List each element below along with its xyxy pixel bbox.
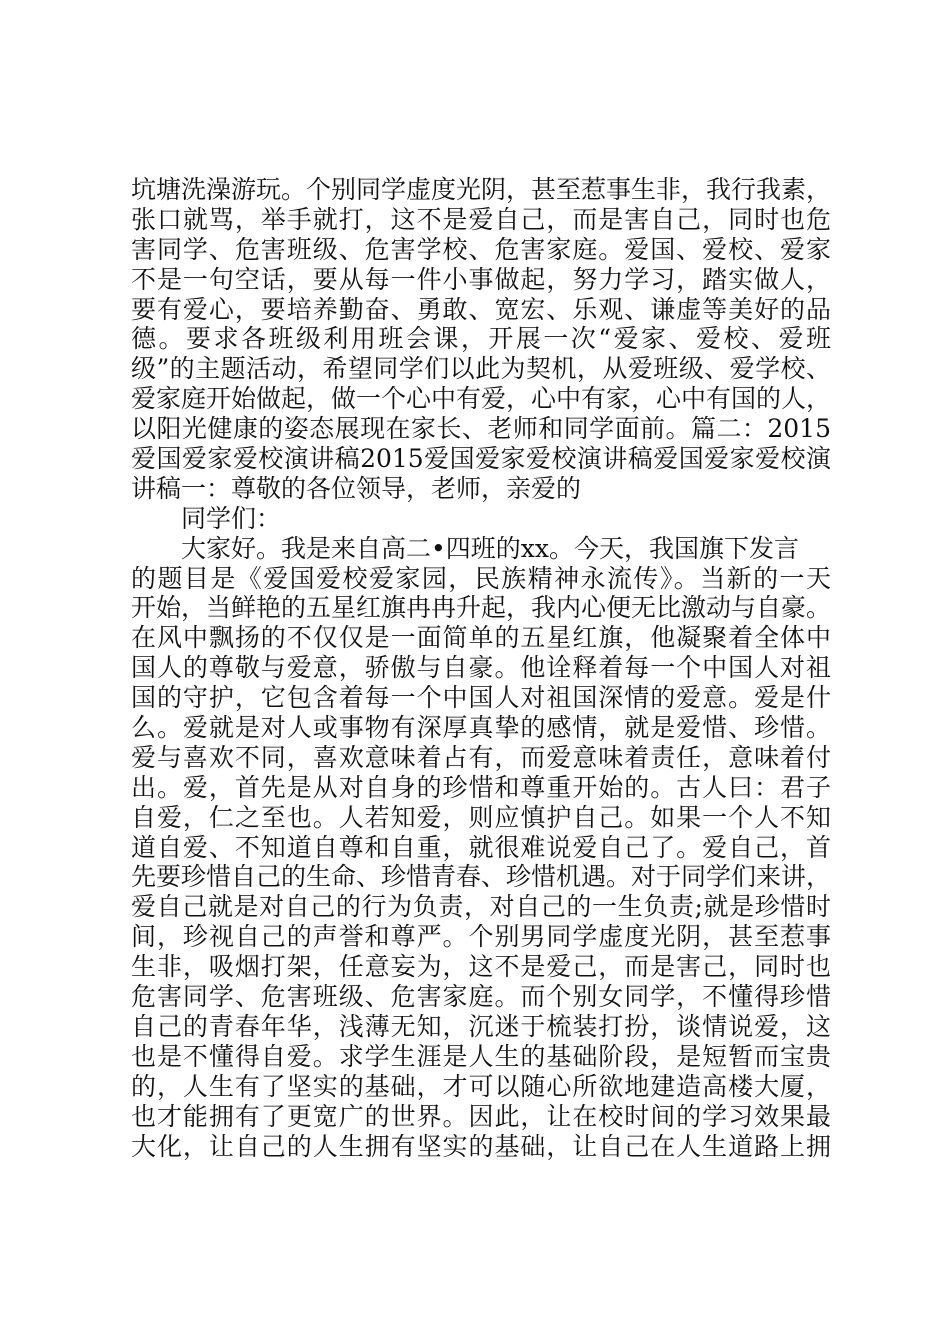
text-line: 大家好。我是来自高二•四班的xx。今天，我国旗下发言 [181,533,799,563]
text-line: 爱与喜欢不同，喜欢意味着占有，而爱意味着责任，意味着付 [131,742,831,772]
text-line: 么。爱就是对人或事物有深厚真挚的感情，就是爱惜、珍惜。 [131,713,831,743]
text-line: 的，人生有了坚实的基础，才可以随心所欲地建造高楼大厦， [131,1071,831,1101]
text-line: 张口就骂，举手就打，这不是爱自己，而是害自己，同时也危 [131,204,831,234]
text-line: 的题目是《爱国爱校爱家园，民族精神永流传》。当新的一天 [131,563,831,593]
text-line: 讲稿一：尊敬的各位领导，老师，亲爱的 [131,473,582,503]
text-line: 级”的主题活动，希望同学们以此为契机，从爱班级、爱学校、 [131,354,831,384]
text-line: 害同学、危害班级、危害学校、危害家庭。爱国、爱校、爱家 [131,234,831,264]
text-line: 国人的尊敬与爱意，骄傲与自豪。他诠释着每一个中国人对祖 [131,653,831,683]
text-line: 自爱，仁之至也。人若知爱，则应慎护自己。如果一个人不知 [131,802,831,832]
text-line: 道自爱、不知道自尊和自重，就很难说爱自己了。爱自己，首 [131,832,831,862]
text-line: 德。要求各班级利用班会课，开展一次“爱家、爱校、爱班 [131,324,831,354]
text-line: 国的守护，它包含着每一个中国人对祖国深情的爱意。爱是什 [131,683,831,713]
text-line: 同学们： [181,503,282,533]
text-line: 爱自己就是对自己的行为负责，对自己的一生负责;就是珍惜时 [131,892,831,922]
text-line: 也才能拥有了更宽广的世界。因此，让在校时间的学习效果最 [131,1101,831,1131]
text-line: 自己的青春年华，浅薄无知，沉迷于梳装打扮，谈情说爱，这 [131,1011,831,1041]
text-line: 也是不懂得自爱。求学生涯是人生的基础阶段，是短暂而宝贵 [131,1041,831,1071]
text-line: 间，珍视自己的声誉和尊严。个别男同学虚度光阴，甚至惹事 [131,922,831,952]
text-line: 出。爱，首先是从对自身的珍惜和尊重开始的。古人曰：君子 [131,772,831,802]
text-line: 大化，让自己的人生拥有坚实的基础，让自己在人生道路上拥 [131,1131,831,1161]
text-line: 生非，吸烟打架，任意妄为，这不是爱己，而是害己，同时也 [131,952,831,982]
text-line: 开始，当鲜艳的五星红旗冉冉升起，我内心便无比激动与自豪。 [131,593,831,623]
text-line: 爱国爱家爱校演讲稿2015爱国爱家爱校演讲稿爱国爱家爱校演 [131,444,831,474]
text-line: 在风中飘扬的不仅仅是一面简单的五星红旗，他凝聚着全体中 [131,623,831,653]
text-line: 要有爱心，要培养勤奋、勇敢、宽宏、乐观、谦虚等美好的品 [131,294,831,324]
text-line: 坑塘洗澡游玩。个别同学虚度光阴，甚至惹事生非，我行我素， [131,175,831,204]
text-line: 先要珍惜自己的生命、珍惜青春、珍惜机遇。对于同学们来讲， [131,862,831,892]
text-line: 以阳光健康的姿态展现在家长、老师和同学面前。篇二：2015 [131,414,831,444]
text-line: 危害同学、危害班级、危害家庭。而个别女同学，不懂得珍惜 [131,982,831,1012]
text-line: 不是一句空话，要从每一件小事做起，努力学习，踏实做人， [131,264,831,294]
text-line: 爱家庭开始做起，做一个心中有爱，心中有家，心中有国的人， [131,384,831,414]
body-text [131,175,831,1161]
